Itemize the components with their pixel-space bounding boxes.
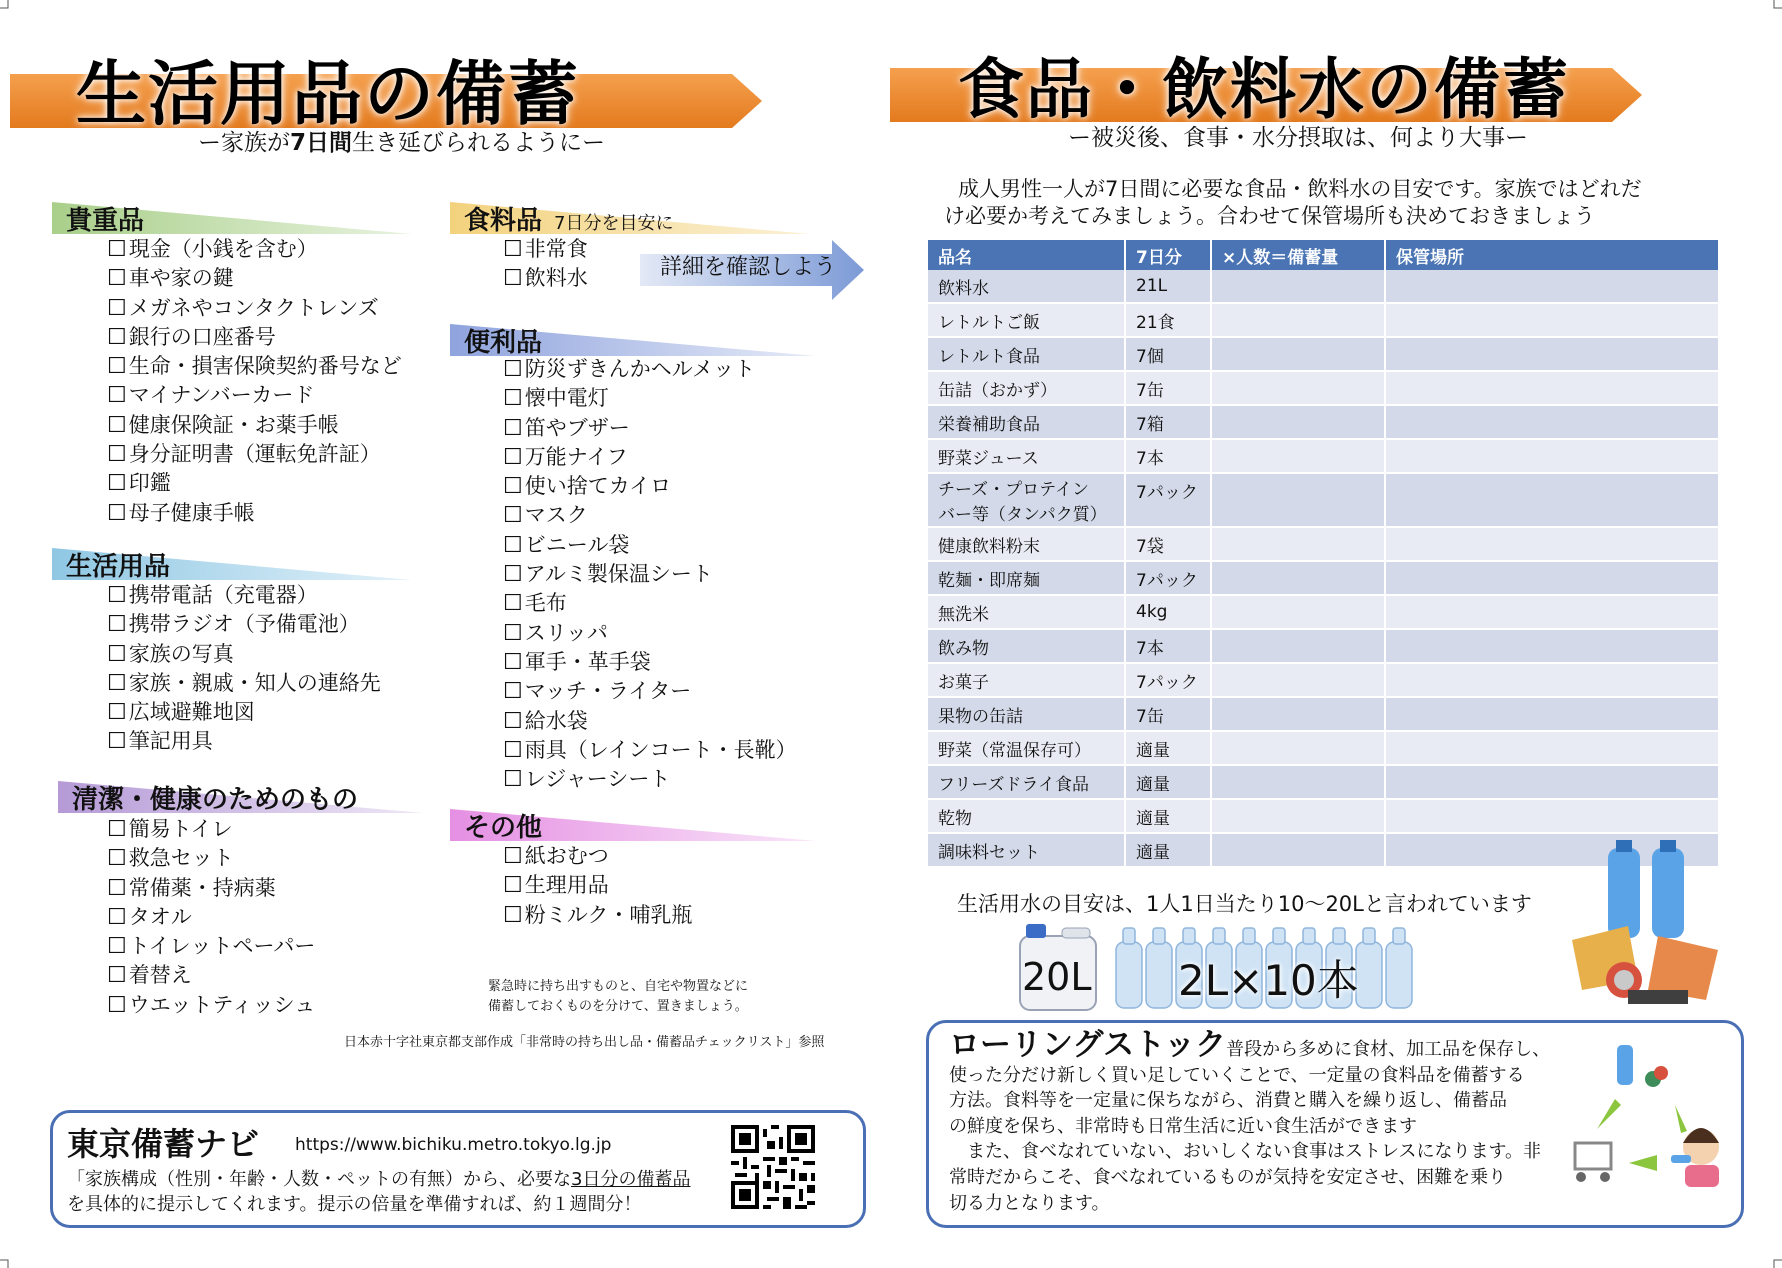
cell-amount-input[interactable] (1211, 697, 1385, 731)
table-row (928, 731, 1719, 765)
navi-title: 東京備蓄ナビ (67, 1125, 260, 1163)
cell-storage-input[interactable] (1385, 765, 1719, 799)
rolling-cycle-icon (1557, 1043, 1727, 1193)
tokyo-bichiku-navi-box (50, 1110, 866, 1228)
rolling-stock-title: ローリングストック (949, 1027, 1227, 1063)
source-credit: 日本赤十字社東京都支部作成「非常時の持ち出し品・備蓄品チェックリスト」参照 (344, 1035, 825, 1050)
intro-text (944, 176, 1642, 230)
table-row (928, 303, 1719, 337)
cell-amount-input[interactable] (1211, 270, 1385, 303)
cell-7days: 7袋 (1125, 527, 1211, 561)
category-other (450, 807, 816, 841)
note-line: 緊急時に持ち出すものと、自宅や物置などに (488, 979, 749, 994)
table-row (928, 663, 1719, 697)
convenience-list (503, 355, 797, 794)
water-usage-note: 生活用水の目安は、1人1日当たり10〜20Lと言われています (957, 892, 1532, 916)
hygiene-list (107, 815, 315, 1020)
cell-item-name: 無洗米 (928, 595, 1125, 629)
cell-amount-input[interactable] (1211, 371, 1385, 405)
cell-7days: 7パック (1125, 561, 1211, 595)
cell-item-name: お菓子 (928, 663, 1125, 697)
checklist-item[interactable]: ☐ 笛やブザー (503, 414, 797, 443)
cell-amount-input[interactable] (1211, 561, 1385, 595)
category-hygiene (58, 779, 424, 813)
cell-storage-input[interactable] (1385, 270, 1719, 303)
checklist-item[interactable]: ☐ 懐中電灯 (503, 384, 797, 413)
rolling-line: の鮮度を保ち、非常時も日常生活に近い食生活ができます (949, 1115, 1417, 1137)
checklist-item[interactable]: ☐ 軍手・革手袋 (503, 648, 797, 677)
cell-item-name: 果物の缶詰 (928, 697, 1125, 731)
table-row (928, 629, 1719, 663)
cell-7days: 適量 (1125, 799, 1211, 833)
rolling-stock-box (926, 1020, 1744, 1228)
checklist-item[interactable]: ☐ アルミ製保温シート (503, 560, 797, 589)
checklist-item[interactable]: ☐ トイレットペーパー (107, 932, 315, 961)
checklist-item[interactable]: ☐ 常備薬・持病薬 (107, 874, 315, 903)
category-food (450, 200, 810, 234)
table-row (928, 405, 1719, 439)
cell-amount-input[interactable] (1211, 527, 1385, 561)
checklist-item[interactable]: ☐ レジャーシート (503, 765, 797, 794)
checklist-item[interactable]: ☐ ビニール袋 (503, 531, 797, 560)
cell-amount-input[interactable] (1211, 473, 1385, 527)
qr-code-icon[interactable] (731, 1125, 815, 1209)
col-7days: 7日分 (1125, 240, 1211, 270)
cell-7days: 4kg (1125, 595, 1211, 629)
cell-storage-input[interactable] (1385, 527, 1719, 561)
checklist-item[interactable]: ☐ マッチ・ライター (503, 677, 797, 706)
checklist-item[interactable]: ☐ 身分証明書（運転免許証） (107, 440, 402, 469)
navi-3day-link[interactable]: 3日分の備蓄品 (571, 1169, 691, 1190)
checklist-item[interactable]: ☐ 着替え (107, 961, 315, 990)
cell-7days: 7缶 (1125, 371, 1211, 405)
table-row (928, 337, 1719, 371)
cell-item-name: 飲料水 (928, 270, 1125, 303)
cell-storage-input[interactable] (1385, 697, 1719, 731)
category-label: 清潔・健康のためのもの (72, 785, 359, 815)
table-row (928, 439, 1719, 473)
left-page-title: 生活用品の備蓄 (76, 53, 580, 135)
cell-7days: 適量 (1125, 765, 1211, 799)
rolling-stock-text (949, 1027, 1551, 1216)
subtitle-pre: ー家族が (198, 130, 290, 156)
category-label: 貴重品 (66, 206, 145, 236)
cell-amount-input[interactable] (1211, 663, 1385, 697)
category-convenience (450, 322, 816, 356)
table-header-row (928, 240, 1719, 270)
table-row (928, 697, 1719, 731)
col-item-name: 品名 (928, 240, 1125, 270)
checklist-item[interactable]: ☐ タオル (107, 903, 315, 932)
food-stock-table (928, 240, 1720, 868)
cell-amount-input[interactable] (1211, 765, 1385, 799)
cell-amount-input[interactable] (1211, 799, 1385, 833)
rolling-line: 常時だからこそ、食べなれているものが気持を安定させ、困難を乗り (949, 1166, 1507, 1188)
bottles-label: 2L×10本 (1178, 956, 1359, 1005)
subtitle-post: 生き延びられるようにー (352, 130, 606, 156)
cell-storage-input[interactable] (1385, 439, 1719, 473)
checklist-item[interactable]: ☐ 家族の写真 (107, 640, 381, 669)
cell-amount-input[interactable] (1211, 337, 1385, 371)
subtitle-bold: 7日間 (290, 130, 353, 156)
table-row (928, 561, 1719, 595)
right-page-subtitle: ー被災後、食事・水分摂取は、何より大事ー (1068, 125, 1528, 151)
detail-arrow-button[interactable] (640, 240, 864, 300)
col-storage: 保管場所 (1385, 240, 1719, 270)
table-body (928, 270, 1719, 867)
cell-amount-input[interactable] (1211, 439, 1385, 473)
checklist-item[interactable]: ☐ 生理用品 (503, 871, 692, 900)
food-list (503, 235, 588, 294)
checklist-item[interactable]: ☐ 給水袋 (503, 707, 797, 736)
category-daily-goods (52, 546, 412, 580)
checklist-item[interactable]: ☐ 印鑑 (107, 469, 402, 498)
cell-7days: 7個 (1125, 337, 1211, 371)
checklist-item[interactable]: ☐ マスク (503, 501, 797, 530)
checklist-item[interactable]: ☐ 現金（小銭を含む） (107, 235, 402, 264)
cell-amount-input[interactable] (1211, 629, 1385, 663)
crop-mark (0, 1256, 12, 1268)
checklist-item[interactable]: ☐ 銀行の口座番号 (107, 323, 402, 352)
crop-mark (1770, 0, 1782, 12)
cell-7days: 7缶 (1125, 697, 1211, 731)
table-row (928, 371, 1719, 405)
cell-amount-input[interactable] (1211, 595, 1385, 629)
checklist-item[interactable]: ☐ 万能ナイフ (503, 443, 797, 472)
checklist-item[interactable]: ☐ 筆記用具 (107, 727, 381, 756)
crop-mark (1770, 1256, 1782, 1268)
cell-storage-input[interactable] (1385, 405, 1719, 439)
table-row (928, 473, 1719, 527)
checklist-item[interactable]: ☐ 紙おむつ (503, 842, 692, 871)
checklist-item[interactable]: ☐ 救急セット (107, 844, 315, 873)
rolling-line: 切る力となります。 (949, 1192, 1110, 1214)
cell-storage-input[interactable] (1385, 561, 1719, 595)
crop-mark (0, 0, 12, 12)
note-line: 備蓄しておくものを分けて、置きましょう。 (488, 999, 748, 1014)
checklist-item[interactable]: ☐ 健康保険証・お薬手帳 (107, 411, 402, 440)
cell-7days: 7本 (1125, 629, 1211, 663)
other-list (503, 842, 692, 930)
checklist-item[interactable]: ☐ 携帯電話（充電器） (107, 581, 381, 610)
table-row (928, 765, 1719, 799)
cell-item-name: 野菜ジュース (928, 439, 1125, 473)
tank-label: 20L (1022, 955, 1092, 999)
cell-storage-input[interactable] (1385, 799, 1719, 833)
cell-item-name: 飲み物 (928, 629, 1125, 663)
cell-storage-input[interactable] (1385, 595, 1719, 629)
checklist-item[interactable]: ☐ メガネやコンタクトレンズ (107, 294, 402, 323)
daily-goods-list (107, 581, 381, 757)
checklist-item[interactable]: ☐ 毛布 (503, 589, 797, 618)
cell-item-name: レトルトご飯 (928, 303, 1125, 337)
cell-7days: 適量 (1125, 731, 1211, 765)
rolling-line: 使った分だけ新しく買い足していくことで、一定量の食料品を備蓄する (949, 1064, 1525, 1086)
cell-item-name: 野菜（常温保存可） (928, 731, 1125, 765)
cell-amount-input[interactable] (1211, 405, 1385, 439)
cell-item-name: 健康飲料粉末 (928, 527, 1125, 561)
cell-amount-input[interactable] (1211, 303, 1385, 337)
cell-7days: 21食 (1125, 303, 1211, 337)
cell-storage-input[interactable] (1385, 303, 1719, 337)
cell-item-name: 乾麺・即席麺 (928, 561, 1125, 595)
cell-7days: 7パック (1125, 473, 1211, 527)
cell-storage-input[interactable] (1385, 371, 1719, 405)
cell-item-name: 缶詰（おかず） (928, 371, 1125, 405)
cell-storage-input[interactable] (1385, 473, 1719, 527)
right-page-title: 食品・飲料水の備蓄 (958, 51, 1570, 128)
rolling-line: 方法。食料等を一定量に保ちながら、消費と購入を繰り返し、備蓄品 (949, 1090, 1507, 1112)
cell-item-name: フリーズドライ食品 (928, 765, 1125, 799)
col-amount: ×人数＝備蓄量 (1211, 240, 1385, 270)
checklist-item[interactable]: ☐ 飲料水 (503, 264, 588, 293)
cell-item-name: レトルト食品 (928, 337, 1125, 371)
cell-7days: 7箱 (1125, 405, 1211, 439)
cell-item-name: 調味料セット (928, 833, 1125, 867)
cell-7days: 7パック (1125, 663, 1211, 697)
cell-storage-input[interactable] (1385, 337, 1719, 371)
category-label: 生活用品 (66, 552, 171, 582)
intro-line: け必要か考えてみましょう。合わせて保管場所も決めておきましょう (944, 204, 1595, 228)
cell-amount-input[interactable] (1211, 731, 1385, 765)
checklist-item[interactable]: ☐ ウエットティッシュ (107, 991, 315, 1020)
food-label: 食料品 (464, 206, 543, 236)
cell-storage-input[interactable] (1385, 629, 1719, 663)
category-valuables (52, 200, 412, 234)
stockpile-food-icon (1568, 840, 1728, 1010)
checklist-item[interactable]: ☐ スリッパ (503, 619, 797, 648)
checklist-item[interactable]: ☐ 広域避難地図 (107, 698, 381, 727)
cell-item-name: 栄養補助食品 (928, 405, 1125, 439)
cell-amount-input[interactable] (1211, 833, 1385, 867)
cell-storage-input[interactable] (1385, 731, 1719, 765)
checklist-item[interactable]: ☐ 生命・損害保険契約番号など (107, 352, 402, 381)
cell-7days: 21L (1125, 270, 1211, 303)
checklist-item[interactable]: ☐ 非常食 (503, 235, 588, 264)
table-row (928, 527, 1719, 561)
category-label (464, 200, 673, 237)
checklist-item[interactable]: ☐ 携帯ラジオ（予備電池） (107, 610, 381, 639)
table-row (928, 799, 1719, 833)
cell-item-name: 乾物 (928, 799, 1125, 833)
checklist-item[interactable]: ☐ 母子健康手帳 (107, 499, 402, 528)
checklist-item[interactable]: ☐ 車や家の鍵 (107, 264, 402, 293)
intro-line: 成人男性一人が7日間に必要な食品・飲料水の目安です。家族ではどれだ (958, 177, 1642, 201)
navi-url-link[interactable]: https://www.bichiku.metro.tokyo.lg.jp (295, 1135, 612, 1155)
checklist-item[interactable]: ☐ マイナンバーカード (107, 381, 402, 410)
category-label: 便利品 (464, 328, 543, 358)
cell-7days: 適量 (1125, 833, 1211, 867)
rolling-first-line (949, 1027, 1551, 1063)
left-page-subtitle (198, 124, 605, 157)
cell-7days: 7本 (1125, 439, 1211, 473)
table-row (928, 595, 1719, 629)
table-row (928, 270, 1719, 303)
storage-note (488, 977, 748, 1017)
food-note: 7日分を目安に (554, 213, 674, 234)
valuables-list (107, 235, 402, 528)
rolling-line: また、食べなれていない、おいしくない食事はストレスになります。非 (949, 1141, 1542, 1163)
category-label: その他 (464, 813, 543, 843)
navi-line1-text: 「家族構成（性別・年齢・人数・ペットの有無）から、必要な (67, 1169, 571, 1190)
navi-line (67, 1167, 690, 1192)
navi-line2-text: を具体的に提示してくれます。提示の倍量を準備すれば、約１週間分！ (67, 1194, 642, 1215)
detail-button-label: 詳細を確認しよう (660, 255, 837, 280)
checklist-item[interactable]: ☐ 防災ずきんかヘルメット (503, 355, 797, 384)
checklist-item[interactable]: ☐ 使い捨てカイロ (503, 472, 797, 501)
checklist-item[interactable]: ☐ 簡易トイレ (107, 815, 315, 844)
cell-item-name: チーズ・プロテイン バー等（タンパク質） (928, 473, 1125, 527)
navi-description (67, 1167, 690, 1217)
checklist-item[interactable]: ☐ 家族・親戚・知人の連絡先 (107, 669, 381, 698)
checklist-item[interactable]: ☐ 粉ミルク・哺乳瓶 (503, 901, 692, 930)
rolling-line: 普段から多めに食材、加工品を保存し、 (1226, 1039, 1551, 1060)
cell-storage-input[interactable] (1385, 663, 1719, 697)
checklist-item[interactable]: ☐ 雨具（レインコート・長靴） (503, 736, 797, 765)
